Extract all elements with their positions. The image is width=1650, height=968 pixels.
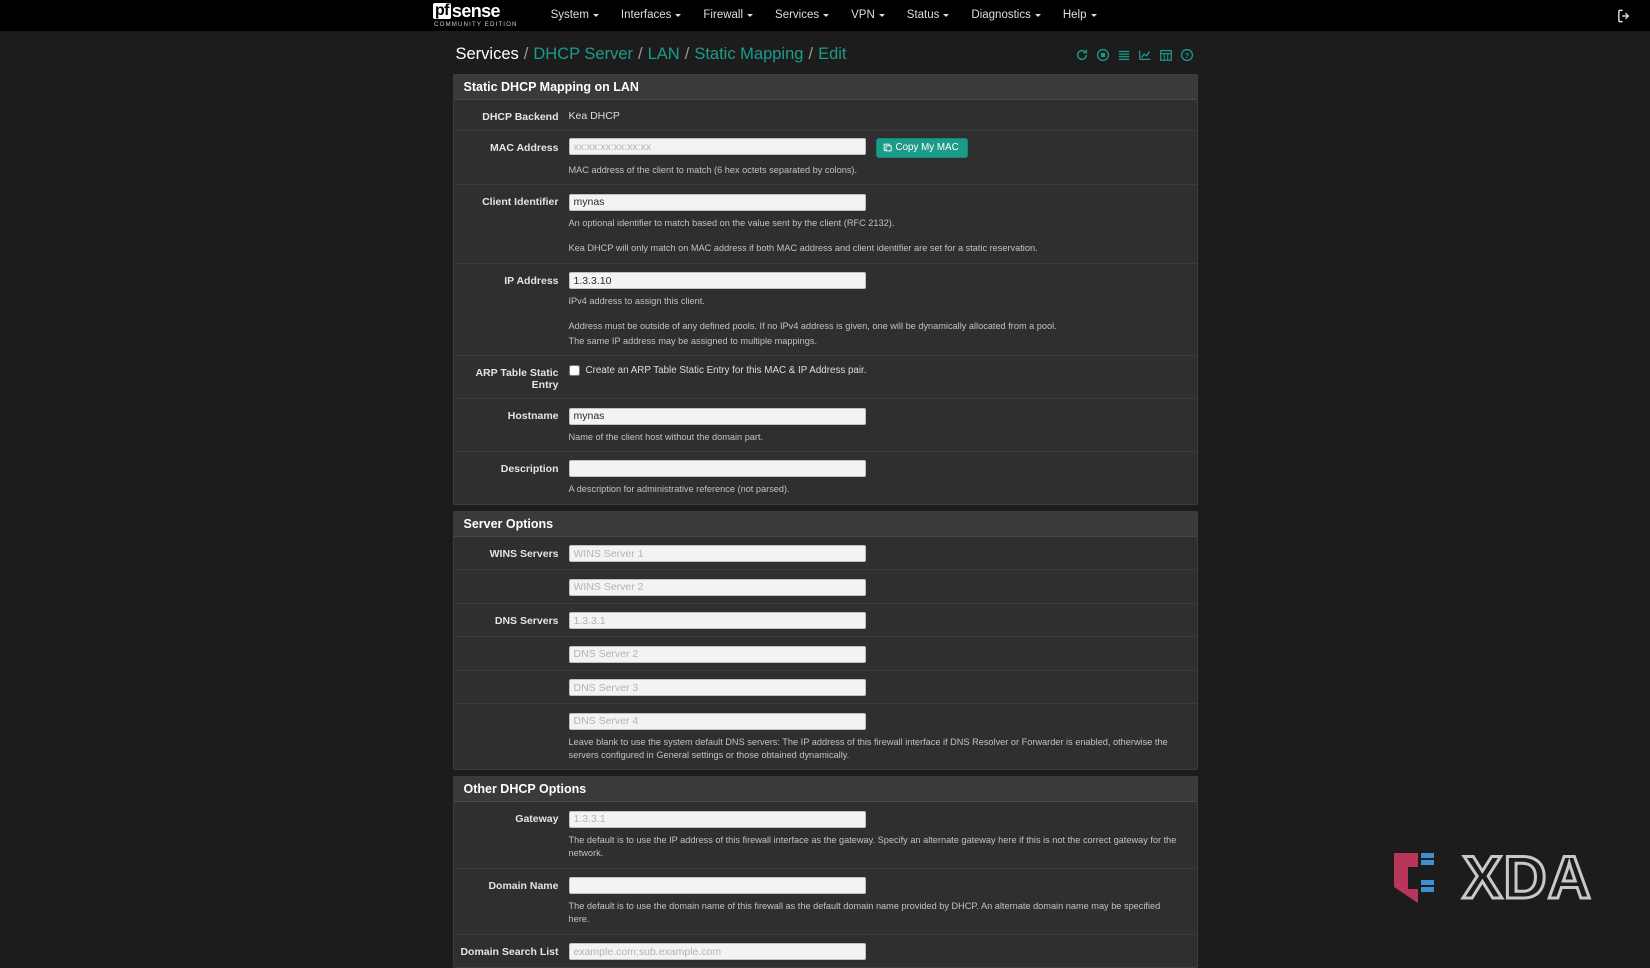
help-gateway: The default is to use the IP address of this firewall interface as the gateway. Specify an alternate gateway here if this is not the correct gateway for the network. [568,834,1177,859]
field-dns-server-3 [569,678,1197,697]
chevron-down-icon [879,14,885,17]
help-ip-address-2: Address must be outside of any defined pools. If no IPv4 address is given, one will be dynamically allocated from a pool. [568,321,1057,332]
wins-server-2-input[interactable] [569,579,866,596]
nav-label-services: Services [775,9,820,22]
form-row-dns-server-1 [454,604,1197,638]
form-row-ip-address [454,264,1197,357]
field-dhcp-backend [569,107,1197,122]
chevron-down-icon [1091,14,1097,17]
breadcrumb-separator: / [523,45,529,63]
label-dns-server-4-empty [454,711,569,715]
help-dns-servers: Leave blank to use the system default DNS servers: The IP address of this firewall interface if DNS Resolver or Forwarder is enabled, otherwise the servers configured in General settings or those obtained dynamically. [568,736,1168,761]
dns-server-1-input[interactable] [569,612,866,629]
client-identifier-input[interactable] [569,194,866,211]
breadcrumb-separator: / [638,45,643,63]
chevron-down-icon [1035,14,1041,17]
label-description: Description [500,462,559,475]
form-row-client-identifier [454,185,1197,263]
field-domain-name [569,876,1197,927]
copy-my-mac-label: Copy My MAC [895,142,959,153]
nav-label-firewall: Firewall [703,9,744,22]
chevron-down-icon [593,14,599,17]
form-row-dns-server-2 [454,637,1197,671]
brand-subtitle: COMMUNITY EDITION [434,21,518,29]
panel-title-other-dhcp-options: Other DHCP Options [454,777,1197,802]
label-ip-address: IP Address [504,274,559,287]
label-dns-server-2-empty [454,644,569,648]
nav-menu-diagnostics[interactable] [960,3,1051,27]
brand-name: sense [451,1,500,22]
help-icon[interactable] [1180,47,1195,62]
chevron-down-icon [943,14,949,17]
help-description: A description for administrative reference (not parsed). [568,484,790,495]
form-row-dns-server-3 [454,671,1197,705]
label-dns-server-3-empty [454,678,569,682]
label-gateway: Gateway [515,813,559,826]
help-mac-address: MAC address of the client to match (6 hex octets separated by colons). [568,165,858,175]
field-gateway [569,809,1197,860]
monitoring-chart-icon-svg [1138,48,1152,62]
field-mac-address [569,138,1197,177]
dns-server-2-input[interactable] [569,646,866,663]
panel-other-dhcp-options [453,776,1198,968]
header-action-icons [1075,47,1195,62]
chevron-down-icon [747,14,753,17]
arp-static-entry-checkbox[interactable] [569,365,580,376]
field-hostname [569,406,1197,444]
leases-table-icon-svg [1159,48,1173,62]
field-client-identifier [569,192,1197,255]
description-input[interactable] [569,460,866,477]
help-ip-address-3: The same IP address may be assigned to multiple mappings. [568,335,818,346]
form-row-gateway [454,802,1197,868]
panel-body-static-dhcp-mapping [454,100,1197,504]
form-row-dns-server-4 [454,704,1197,769]
chevron-down-icon [675,14,681,17]
dns-server-3-input[interactable] [569,679,866,696]
top-navbar [0,0,1650,31]
restart-service-icon-svg [1075,48,1089,62]
form-row-domain-search-list [454,935,1197,968]
nav-label-interfaces: Interfaces [620,9,672,22]
form-row-wins-server-2 [454,570,1197,604]
logout-icon[interactable] [1617,8,1632,23]
panel-title-static-dhcp-mapping: Static DHCP Mapping on LAN [454,75,1197,100]
label-wins-server-2-empty [454,577,569,581]
mac-address-input-group [569,138,1187,158]
help-domain-name: The default is to use the domain name of this firewall as the default domain name provided by DHCP. An alternate domain name may be specified here. [568,901,1161,925]
field-ip-address [569,271,1197,349]
panel-server-options [453,511,1198,771]
panel-body-other-dhcp-options [454,802,1197,967]
breadcrumb-item-dhcp-server[interactable]: DHCP Server [533,45,634,63]
field-dns-server-4 [569,711,1197,762]
breadcrumb-item-services: Services [455,45,519,63]
field-description [569,459,1197,497]
arp-static-entry-checkbox-label[interactable]: Create an ARP Table Static Entry for this MAC & IP Address pair. [585,365,867,377]
form-row-domain-name [454,869,1197,935]
breadcrumb [456,45,847,64]
domain-search-list-input[interactable] [569,943,866,960]
form-row-arp-static-entry [454,356,1197,399]
field-domain-search-list [569,942,1197,961]
arp-checkbox-group [569,363,1187,376]
panel-title-server-options: Server Options [454,512,1197,537]
page-header [453,45,1198,74]
label-dhcp-backend: DHCP Backend [482,111,559,123]
page-container [0,31,1650,968]
help-icon-svg [1180,48,1194,62]
nav-menu-system[interactable] [540,3,610,27]
wins-server-1-input[interactable] [569,545,866,562]
hostname-input[interactable] [569,408,866,425]
log-list-icon[interactable] [1117,47,1132,62]
log-list-icon-svg [1117,48,1131,62]
stop-service-icon[interactable] [1096,47,1111,62]
label-domain-name: Domain Name [488,879,559,892]
panel-static-dhcp-mapping [453,74,1198,505]
form-row-dhcp-backend [454,100,1197,131]
field-dns-server-2 [569,644,1197,663]
form-row-description [454,452,1197,504]
form-row-hostname [454,399,1197,452]
content-wrapper [453,31,1198,968]
field-wins-server-1 [569,544,1197,563]
label-client-identifier: Client Identifier [482,196,559,209]
breadcrumb-item-edit[interactable]: Edit [818,45,847,63]
field-wins-server-2 [569,577,1197,596]
restart-service-icon[interactable] [1075,47,1090,62]
field-dns-server-1 [569,611,1197,630]
stop-service-icon-svg [1096,48,1110,62]
panel-body-server-options [454,537,1197,770]
panel-spacer [453,505,1198,511]
xda-watermark-text: XDA [1462,844,1592,911]
copy-my-mac-button[interactable] [876,138,968,158]
copy-icon [883,143,892,152]
svg-text:?: ? [1184,50,1190,60]
breadcrumb-separator: / [808,45,814,63]
label-domain-search-list: Domain Search List [460,945,559,958]
nav-label-vpn: VPN [851,9,875,22]
field-arp-static-entry [569,363,1197,376]
label-hostname: Hostname [507,410,559,423]
nav-menu-firewall[interactable] [692,3,764,27]
help-hostname: Name of the client host without the domain part. [568,431,764,442]
help-client-identifier-2: Kea DHCP will only match on MAC address if both MAC address and client identifier are set for a static reservation. [568,243,1038,254]
dns-server-4-input[interactable] [569,713,866,730]
brand-logo-row [433,2,500,20]
navbar-inner [433,2,1108,28]
domain-name-input[interactable] [569,877,866,894]
help-ip-address: IPv4 address to assign this client. [568,296,705,307]
brand-mark: pf [435,2,449,20]
nav-menu-status[interactable] [896,3,961,27]
ip-address-input[interactable] [569,272,866,289]
monitoring-chart-icon[interactable] [1138,47,1153,62]
label-mac-address: MAC Address [490,142,559,154]
help-client-identifier: An optional identifier to match based on the value sent by the client (RFC 2132). [568,217,895,228]
nav-label-help: Help [1062,9,1087,22]
form-row-mac-address [454,131,1197,185]
form-row-wins-server-1 [454,537,1197,571]
label-dns-servers: DNS Servers [494,614,559,627]
chevron-down-icon [823,14,829,17]
breadcrumb-item-lan[interactable]: LAN [647,45,680,63]
nav-menu-services[interactable] [764,3,840,27]
logout-icon-svg [1617,8,1632,23]
nav-label-system: System [550,9,589,22]
leases-table-icon[interactable] [1159,47,1174,62]
value-dhcp-backend: Kea DHCP [568,110,620,122]
mac-address-input[interactable] [569,138,866,155]
label-wins-servers: WINS Servers [489,547,559,560]
nav-menu-interfaces[interactable] [610,3,693,27]
nav-label-diagnostics: Diagnostics [971,9,1031,22]
nav-menu-help[interactable] [1052,3,1108,27]
pfsense-logo[interactable] [433,2,518,28]
nav-menu-vpn[interactable] [840,3,896,27]
label-arp-static-entry: ARP Table Static Entry [475,367,559,392]
breadcrumb-separator: / [684,45,690,63]
nav-label-status: Status [906,9,940,22]
gateway-input[interactable] [569,811,866,828]
breadcrumb-item-static-mapping[interactable]: Static Mapping [694,45,804,63]
